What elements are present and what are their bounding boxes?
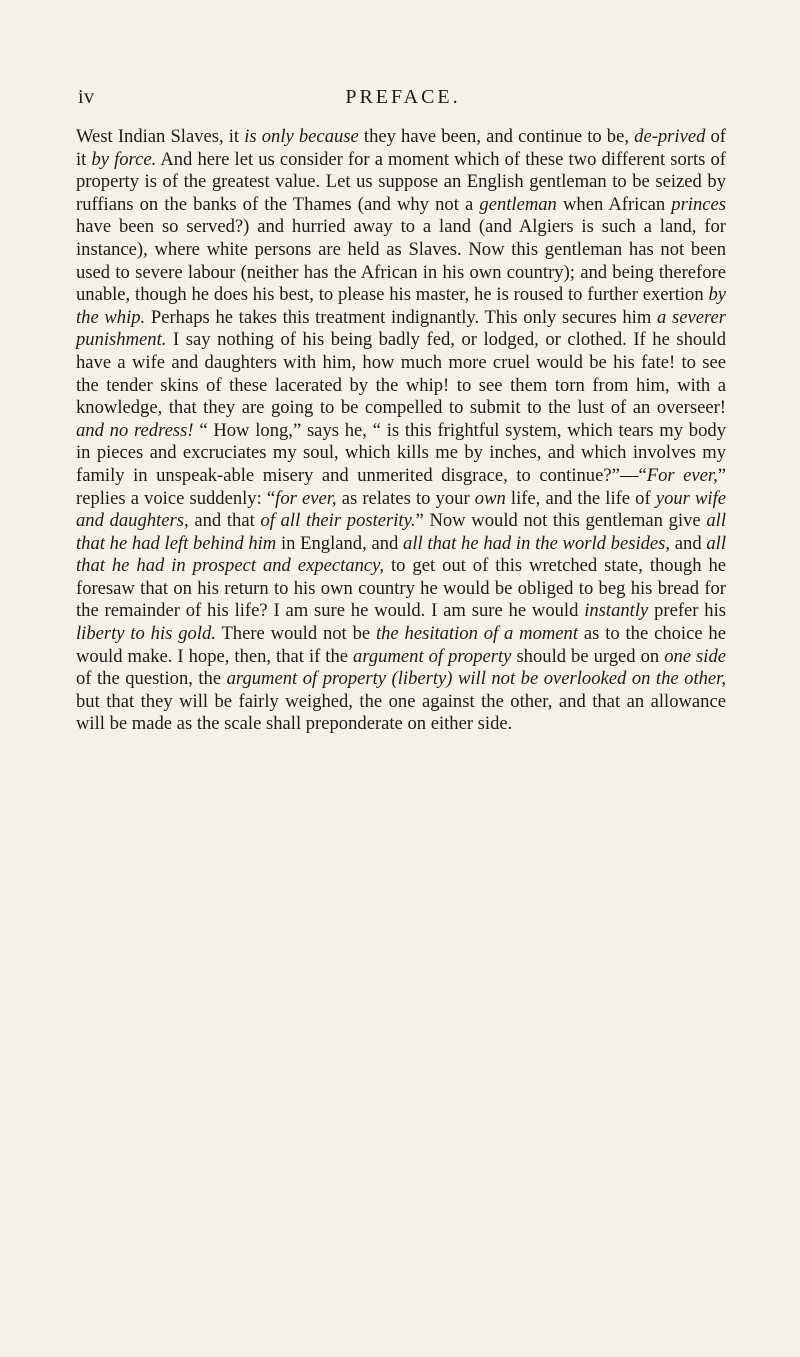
italic-text-run: of all their posterity. xyxy=(260,510,416,532)
italic-text-run: by the whip. xyxy=(76,284,726,328)
italic-text-run: instantly xyxy=(584,600,649,622)
text-run: to get out of this wretched state, though he foresaw that on his return to his own country he would be obliged to beg his bread for the remainder of his life? I am sure he would. I am sure he would xyxy=(76,555,726,622)
text-run: life, and the life of xyxy=(505,487,656,509)
text-run: I say nothing of his being badly fed, or lodged, or clothed. If he should have a wife and daughters with him, how much more cruel would be his fate! to see the tender skins of these lacerated by the whip! to see them torn from him, with a knowledge, that they are going to be compelled to submit to the lust of an overseer! xyxy=(76,329,726,419)
text-run: in England, and xyxy=(276,532,404,554)
text-run: And here let us consider for a moment which of these two different sorts of property is of the greatest value. Let us suppose an English gentleman to be seized by ruffians on the banks of the Thames (and why not a xyxy=(76,148,726,215)
text-run: West Indian Slaves, it xyxy=(76,126,245,147)
italic-text-run: a severer punishment. xyxy=(76,306,726,351)
italic-text-run: liberty to his gold. xyxy=(76,623,216,645)
italic-text-run: all that he had left behind him xyxy=(76,510,727,554)
italic-text-run: all that he had in the world besides, xyxy=(403,532,671,554)
text-run: of the question, the xyxy=(76,668,227,690)
italic-text-run: princes xyxy=(671,193,727,215)
text-run: There would not be xyxy=(215,623,376,645)
italic-text-run: all that he had in prospect and expectancy, xyxy=(76,532,726,577)
text-run: ” replies a voice suddenly: “ xyxy=(76,464,727,509)
page-header xyxy=(78,86,728,112)
italic-text-run: your wife and daughters, xyxy=(76,487,727,532)
italic-text-run: and no redress! xyxy=(76,419,194,441)
text-run: when African xyxy=(556,193,672,215)
text-run: as to the choice he would make. I hope, then, that if the xyxy=(76,623,726,667)
italic-text-run: one side xyxy=(664,645,727,667)
italic-text-run: own xyxy=(474,487,506,509)
text-run: and that xyxy=(188,510,261,532)
italic-text-run: the hesitation of a moment xyxy=(375,623,579,645)
text-run: Perhaps he takes this treatment indignantly. This only secures him xyxy=(145,306,657,328)
italic-text-run: argument of property xyxy=(353,645,512,667)
text-run: ” Now would not this gentleman give xyxy=(415,510,707,532)
text-run: “ How long,” says he, “ is this frightful system, which tears my body in pieces and excruciates my soul, which kills me by inches, and which involves my family in unspeak-able misery and unmerited disgrace, to continue?”—“ xyxy=(76,419,726,486)
text-run: have been so served?) and hurried away to a land (and Algiers is such a land, for instance), where white persons are held as Slaves. Now this gentleman has not been used to severe labour (neither has the African in his own country); and being therefore unable, though he does his best, to please his master, he is roused to further exertion xyxy=(76,216,726,306)
text-run: as relates to your xyxy=(336,487,475,509)
italic-text-run: for ever, xyxy=(275,487,337,509)
text-run: of it xyxy=(76,126,726,170)
running-head: PREFACE. xyxy=(345,86,461,108)
italic-text-run: gentleman xyxy=(479,193,557,215)
text-run: and xyxy=(670,532,707,554)
text-run: they have been, and continue to be, xyxy=(358,126,635,147)
italic-text-run: For ever, xyxy=(646,464,718,486)
body-text xyxy=(76,126,726,736)
paragraph xyxy=(76,126,726,736)
italic-text-run: argument of property (liberty) will not be overlooked on the other, xyxy=(226,668,726,690)
page-number: iv xyxy=(78,86,95,108)
text-run: prefer his xyxy=(648,600,726,622)
text-run: but that they will be fairly weighed, the one against the other, and that an allowance will be made as the scale shall preponderate on either side. xyxy=(76,690,726,735)
italic-text-run: de-prived xyxy=(634,126,706,147)
italic-text-run: is only because xyxy=(244,126,359,147)
italic-text-run: by force. xyxy=(91,148,157,170)
text-run: should be urged on xyxy=(511,645,665,667)
